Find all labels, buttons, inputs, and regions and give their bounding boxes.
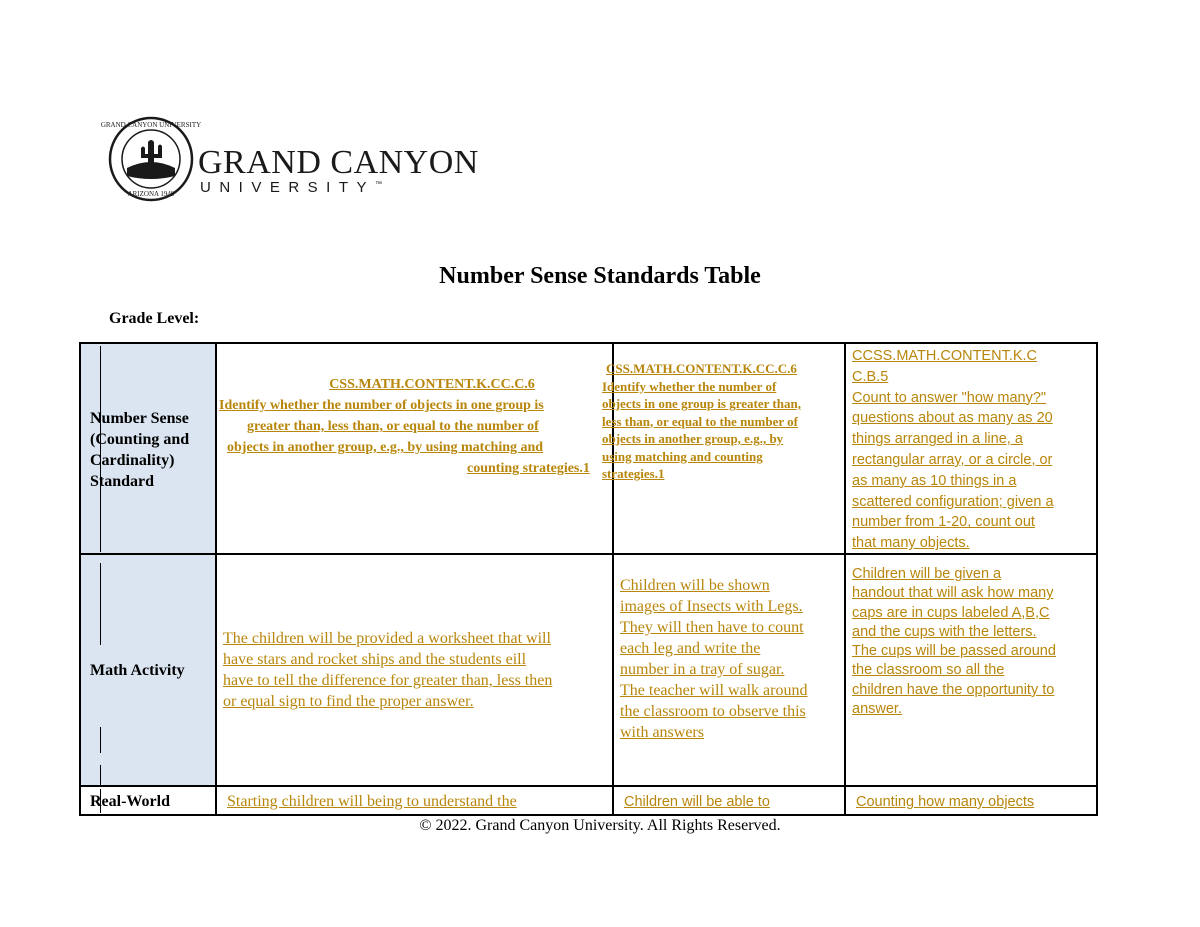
standards-table xyxy=(79,342,1098,816)
activity-text-line: The teacher will walk around xyxy=(620,682,808,699)
activity-text-line: They will then have to count xyxy=(620,619,804,636)
standard-cell-3 xyxy=(845,343,1097,554)
row-label-math-activity xyxy=(80,554,216,786)
activity-text-line: children have the opportunity to xyxy=(852,681,1055,698)
standard-text-line: strategies.1 xyxy=(602,466,665,481)
seal-top-text: GRAND CANYON UNIVERSITY xyxy=(100,121,202,129)
activity-text-line: caps are in cups labeled A,B,C xyxy=(852,604,1050,621)
activity-cell-1 xyxy=(216,554,613,786)
standard-text-line: things arranged in a line, a xyxy=(852,431,1023,448)
activity-text-line: answer. xyxy=(852,701,902,718)
standard-text-line: that many objects. xyxy=(852,535,970,552)
activity-text-line: handout that will ask how many xyxy=(852,585,1054,602)
grade-level-label: Grade Level: xyxy=(109,310,200,327)
activity-text-line: The children will be provided a worksheet that will xyxy=(223,630,551,647)
real-world-cell-3 xyxy=(845,786,1097,815)
row-label-text: Real-World xyxy=(90,793,170,810)
activity-text-line: have stars and rocket ships and the students eill xyxy=(223,651,527,668)
activity-text-line: number in a tray of sugar. xyxy=(620,661,785,678)
row-label-text: Number Sense (Counting and Cardinality) Standard xyxy=(90,410,190,490)
page-title: Number Sense Standards Table xyxy=(439,263,761,289)
standard-text-line: Identify whether the number of xyxy=(602,378,777,394)
standard-text-line: objects in another group, e.g., by using matching and xyxy=(227,440,544,455)
standard-text-line: Identify whether the number of objects in one group is xyxy=(219,398,544,413)
real-world-text: Children will be able to xyxy=(624,794,770,810)
table-row-real-world xyxy=(80,786,1097,815)
activity-text-line: and the cups with the letters. xyxy=(852,623,1037,640)
standard-code: CSS.MATH.CONTENT.K.CC.C.6 xyxy=(606,361,797,376)
table-row-standard xyxy=(80,343,1097,554)
standard-text-line: CCSS.MATH.CONTENT.K.C xyxy=(852,348,1038,364)
university-subtitle: UNIVERSITY™ xyxy=(200,179,383,196)
standard-cell-1 xyxy=(216,343,613,554)
row-label-standard xyxy=(80,343,216,554)
real-world-cell-1 xyxy=(216,786,613,815)
university-name: GRAND CANYON xyxy=(198,144,479,181)
activity-text-line: The cups will be passed around xyxy=(852,643,1056,660)
standard-text-line: C.B.5 xyxy=(852,368,889,385)
activity-cell-2 xyxy=(613,554,845,786)
activity-text-line: Children will be given a xyxy=(852,566,1002,582)
activity-text-line: the classroom so all the xyxy=(852,662,1005,679)
table-row-math-activity xyxy=(80,554,1097,786)
row-label-real-world xyxy=(80,786,216,815)
standard-text-line: objects in another group, e.g., by xyxy=(602,431,784,446)
real-world-cell-2 xyxy=(613,786,845,815)
gcu-logo xyxy=(100,116,488,202)
standard-code: CSS.MATH.CONTENT.K.CC.C.6 xyxy=(329,377,535,392)
activity-text-line: or equal sign to find the proper answer. xyxy=(223,693,474,710)
standard-text-line: counting strategies.1 xyxy=(467,461,590,476)
university-seal-icon xyxy=(100,116,202,202)
standard-text-line: Count to answer "how many?" xyxy=(852,389,1047,406)
activity-cell-3 xyxy=(845,554,1097,786)
standard-text-line: as many as 10 things in a xyxy=(852,472,1017,489)
real-world-text: Starting children will being to understand the xyxy=(227,793,517,810)
activity-text-line: Children will be shown xyxy=(620,577,770,594)
activity-text-line: have to tell the difference for greater than, less then xyxy=(223,672,553,689)
activity-text-line: with answers xyxy=(620,724,704,741)
standard-text-line: scattered configuration; given a xyxy=(852,493,1054,510)
standard-cell-2 xyxy=(602,343,845,554)
standard-text-line: number from 1-20, count out xyxy=(852,514,1035,531)
activity-text-line: each leg and write the xyxy=(620,640,761,657)
standard-text-line: less than, or equal to the number of xyxy=(602,413,798,429)
row-label-text: Math Activity xyxy=(90,662,185,679)
standard-text-line: questions about as many as 20 xyxy=(852,410,1053,427)
activity-text-line: the classroom to observe this xyxy=(620,703,806,720)
activity-text-line: images of Insects with Legs. xyxy=(620,598,803,615)
standard-text-line: using matching and counting xyxy=(602,448,763,464)
standard-text-line: greater than, less than, or equal to the number of xyxy=(247,419,539,434)
copyright-footer: © 2022. Grand Canyon University. All Rights Reserved. xyxy=(419,817,781,834)
standard-text-line: rectangular array, or a circle, or xyxy=(852,451,1053,468)
seal-bottom-text: ARIZONA 1949 xyxy=(127,190,175,198)
standard-text-line: objects in one group is greater than, xyxy=(602,396,801,411)
real-world-text: Counting how many objects xyxy=(856,794,1035,810)
